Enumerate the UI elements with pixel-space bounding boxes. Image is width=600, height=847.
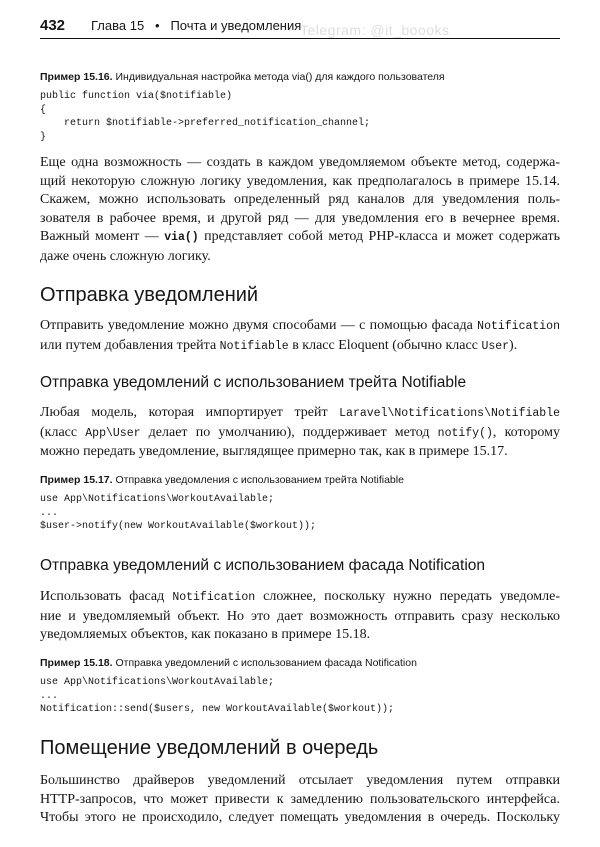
text-line: Скажем, можно использовать определенный ряд каналов для уведомления поль- bbox=[40, 192, 560, 207]
inline-code: notify() bbox=[437, 426, 493, 440]
example-label: Пример 15.18. bbox=[40, 657, 113, 669]
text-line bbox=[40, 404, 560, 424]
watermark: Telegram: @it_boooks bbox=[300, 22, 450, 38]
code-listing-15-18: use App\Notifications\WorkoutAvailable; ... Notification::send($users, new WorkoutAvailable($workout)); bbox=[40, 677, 395, 715]
text-line bbox=[40, 228, 560, 248]
example-15-16-caption bbox=[40, 71, 445, 83]
inline-code: Notification bbox=[172, 591, 256, 604]
text-line: можно передать уведомление, выглядящее примерно так, как в примере 15.17. bbox=[40, 444, 508, 459]
text-span: сложнее, поскольку нужно передать уведомле- bbox=[255, 589, 560, 604]
text-line: Большинство драйверов уведомлений отсылает уведомления путем отправки bbox=[40, 773, 560, 788]
text-line: уведомляемых объектов, как показано в примере 15.18. bbox=[40, 627, 371, 642]
text-span: , которому bbox=[492, 424, 560, 440]
subsection-heading: Отправка уведомлений с использованием фасада Notification bbox=[40, 557, 486, 574]
section-name: Почта и уведомления bbox=[170, 18, 302, 33]
text-span: ). bbox=[509, 337, 518, 353]
section-heading: Отправка уведомлений bbox=[40, 284, 259, 306]
example-caption-text: Отправка уведомления с использованием трейта Notifiable bbox=[115, 474, 404, 486]
text-line bbox=[40, 424, 560, 444]
example-15-18-caption bbox=[40, 657, 417, 669]
text-line: Чтобы этого не происходило, следует помещать уведомления в очередь. Поскольку bbox=[40, 810, 560, 825]
example-15-17-caption bbox=[40, 474, 404, 486]
text-line: щий некоторую сложную логику уведомления, как предполагалось в примере 15.14. bbox=[40, 173, 560, 189]
text-span: Отправить уведомление можно двумя способами — с помощью фасада bbox=[40, 318, 478, 333]
inline-code: via() bbox=[164, 231, 199, 244]
inline-code: Notifiable bbox=[219, 339, 289, 353]
paragraph-via-logic bbox=[40, 154, 560, 266]
subsection-heading: Отправка уведомлений с использованием трейта Notifiable bbox=[40, 374, 467, 391]
example-caption-text: Отправка уведомлений с использованием фасада Notification bbox=[115, 657, 417, 669]
text-line bbox=[40, 337, 560, 357]
paragraph-send-ways bbox=[40, 317, 560, 356]
text-span: делает по умолчанию), поддерживает метод bbox=[140, 424, 438, 440]
text-span: Важный момент — bbox=[40, 229, 165, 244]
code-listing-15-16: public function via($notifiable) { return $notifiable->preferred_notification_channel; } bbox=[40, 91, 371, 143]
inline-code: Notification bbox=[477, 320, 560, 333]
running-header bbox=[40, 12, 560, 39]
text-span: представляет собой метод PHP-класса и может содержать bbox=[198, 229, 560, 244]
inline-code: Laravel\Notifications\Notifiable bbox=[339, 407, 560, 420]
inline-code: App\User bbox=[85, 426, 141, 440]
text-span: в класс Eloquent (обычно класс bbox=[288, 337, 482, 353]
page-number: 432 bbox=[40, 17, 66, 34]
text-span: или путем добавления трейта bbox=[40, 337, 220, 353]
code-listing-15-17: use App\Notifications\WorkoutAvailable; ... $user->notify(new WorkoutAvailable($workout)); bbox=[40, 494, 317, 532]
text-line bbox=[40, 588, 560, 608]
example-label: Пример 15.16. bbox=[40, 71, 113, 83]
text-span: (класс bbox=[40, 424, 86, 440]
example-caption-text: Индивидуальная настройка метода via() для каждого пользователя bbox=[115, 71, 445, 83]
header-bullet: • bbox=[155, 18, 160, 33]
section-heading: Помещение уведомлений в очередь bbox=[40, 737, 379, 759]
chapter-title bbox=[91, 18, 301, 33]
text-line: даже очень сложную логику. bbox=[40, 248, 211, 264]
text-span: Любая модель, которая импортирует трейт bbox=[40, 405, 340, 420]
paragraph-notifiable-trait bbox=[40, 404, 560, 462]
text-line: HTTP-запросов, что может привести к замедлению пользовательского интерфейса. bbox=[40, 791, 560, 807]
text-line: Еще одна возможность — создать в каждом уведомляемом объекте метод, содержа- bbox=[40, 155, 560, 170]
paragraph-notification-facade bbox=[40, 588, 560, 645]
text-line: ние и уведомляемый объект. Но это дает возможность отправить сразу несколько bbox=[40, 608, 560, 624]
text-span: Использовать фасад bbox=[40, 589, 173, 604]
example-label: Пример 15.17. bbox=[40, 474, 113, 486]
chapter-number: Глава 15 bbox=[91, 18, 145, 33]
inline-code: User bbox=[481, 339, 510, 353]
paragraph-queue bbox=[40, 772, 560, 828]
text-line bbox=[40, 317, 560, 337]
text-line: зователя в рабочее время, и другой ряд — для уведомления его в вечернее время. bbox=[40, 210, 560, 226]
